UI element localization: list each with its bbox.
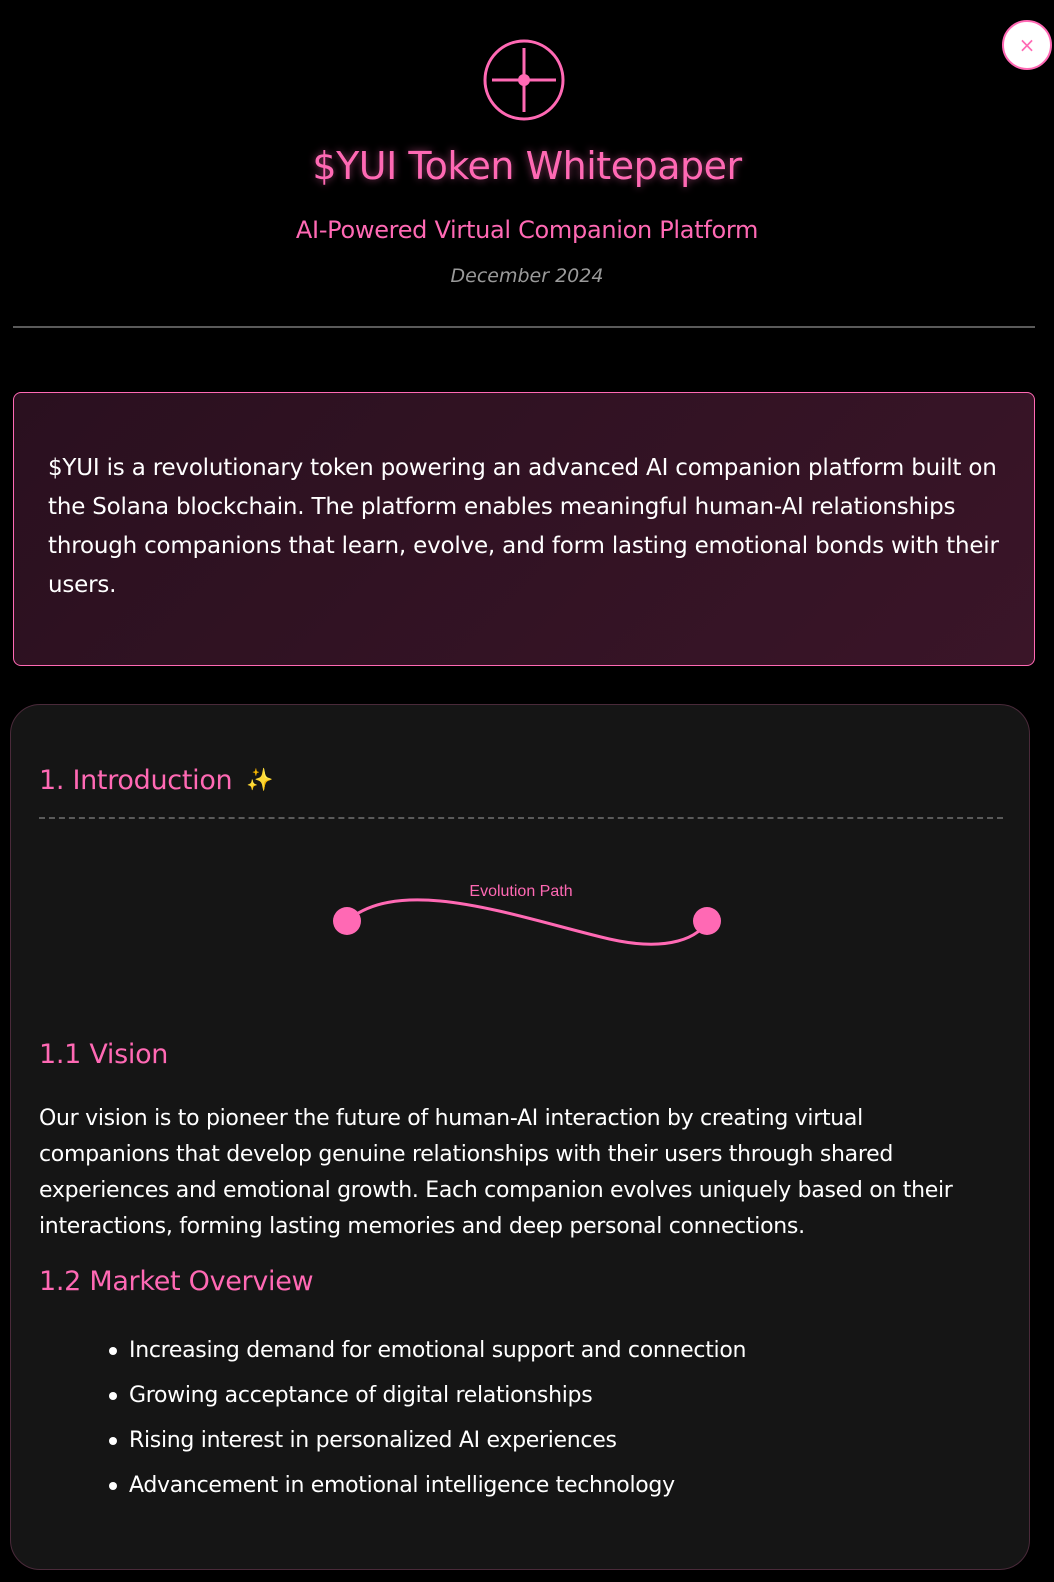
abstract-text: $YUI is a revolutionary token powering an advanced AI companion platform built on the Solana blockchain. The platform enables meaningful human-AI relationships through companions that learn, evolve, and form lasting emotional bonds with their users. [48, 455, 999, 598]
header-divider [13, 326, 1035, 328]
evolution-label: Evolution Path [469, 883, 573, 900]
bullet-icon [109, 1437, 117, 1445]
list-item: Advancement in emotional intelligence technology [109, 1463, 989, 1508]
market-overview-list [109, 1328, 989, 1508]
list-item: Rising interest in personalized AI experiences [109, 1418, 989, 1463]
section-title [39, 765, 273, 796]
list-item: Growing acceptance of digital relationships [109, 1373, 989, 1418]
close-icon: × [1018, 33, 1036, 57]
vision-heading: 1.1 Vision [39, 1039, 169, 1070]
bullet-icon [109, 1347, 117, 1355]
evolution-end-node [693, 907, 721, 935]
crosshair-compass-icon [482, 38, 566, 122]
introduction-section [10, 704, 1030, 1570]
page-subtitle: AI-Powered Virtual Companion Platform [295, 216, 759, 244]
abstract-card [13, 392, 1035, 666]
vision-text: Our vision is to pioneer the future of human-AI interaction by creating virtual companions that develop genuine relationships with their users through shared experiences and emotional growth. Each companion evolves uniquely based on their interactions, forming lasting memories and deep personal connections. [39, 1106, 953, 1239]
introduction-title: 1. Introduction [39, 765, 233, 796]
bullet-icon [109, 1482, 117, 1490]
list-item: Increasing demand for emotional support and connection [109, 1328, 989, 1373]
evolution-start-node [333, 907, 361, 935]
bullet-icon [109, 1392, 117, 1400]
market-overview-heading: 1.2 Market Overview [39, 1266, 314, 1297]
evolution-curve [347, 900, 707, 944]
page-title: $YUI Token Whitepaper [312, 144, 742, 188]
close-button[interactable] [1002, 20, 1052, 70]
evolution-path-graphic [311, 875, 731, 975]
section-divider [39, 817, 1003, 819]
sparkles-icon: ✨ [246, 768, 274, 793]
publish-date: December 2024 [450, 265, 604, 287]
